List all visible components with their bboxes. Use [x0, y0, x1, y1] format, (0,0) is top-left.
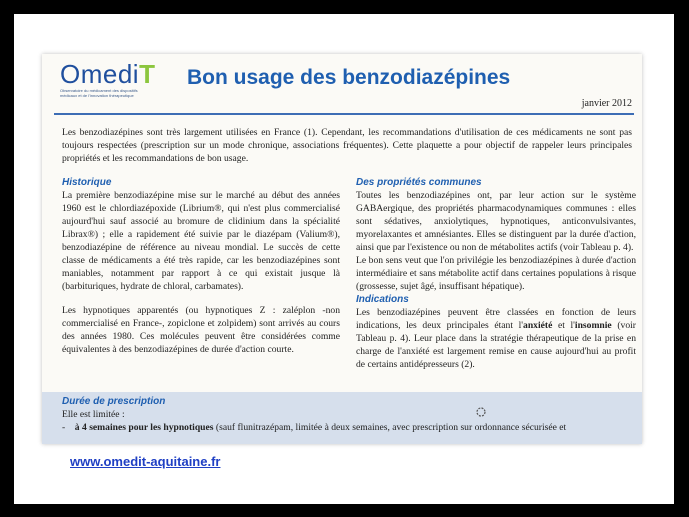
duree-section [42, 392, 642, 444]
document-date: janvier 2012 [581, 98, 632, 109]
document-title: Bon usage des benzodiazépines [187, 66, 511, 89]
omedit-logo [60, 60, 160, 100]
proprietes-heading: Des propriétés communes [356, 177, 482, 188]
logo-subtitle: Observatoire du médicament des dispositifs médicaux et de l'innovation thérapeutique [60, 88, 138, 98]
duree-heading: Durée de prescription [62, 396, 166, 407]
logo-text-main: Omedi [60, 59, 140, 89]
document-page [42, 54, 642, 444]
right-column [356, 176, 636, 371]
duree-bullet [62, 421, 632, 434]
proprietes-paragraph-1: Toutes les benzodiazépines ont, par leur action sur le système GABAergique, des propriétés pharmacodynamiques communes : elles sont sédatives, anxiolytiques, hypnotiques, anticonvulsivantes, myorelaxantes et amnésiantes. Elles se distinguent par la durée d'action, ainsi que par l'existence ou non de métabolites actifs (voir Tableau p. 4). [356, 190, 636, 253]
historique-heading: Historique [62, 177, 112, 188]
busy-cursor-icon [476, 407, 486, 417]
logo-text-accent: T [139, 59, 156, 89]
proprietes-paragraph-2: Le bon sens veut que l'on privilégie les benzodiazépines à durée d'action intermédiaire et sans métabolite actif dans certaines populations à risque (grossesse, sujet âgé, insuffisant hépatique). [356, 255, 636, 292]
bullet-dash: - [62, 422, 66, 433]
website-link[interactable]: www.omedit-aquitaine.fr [70, 454, 221, 469]
indications-bold-anxiete: anxiété [523, 320, 553, 331]
indications-text-end: (voir Tableau p. 4). Leur place dans la stratégie thérapeutique de la prise en charge de l'anxiété est largement remise en cause aujourd'hui au profit de certains antidépresseurs (2). [356, 320, 636, 370]
intro-paragraph: Les benzodiazépines sont très largement utilisées en France (1). Cependant, les recommandations d'utilisation de ces médicaments ne sont pas toujours respectées (prescription sur un mode chronique, associations fréquentes). Cette plaquette a pour objectif de rappeler leurs principales propriétés et les recommandations de bon usage. [62, 127, 632, 164]
duree-bullet-rest: (sauf flunitrazépam, limitée à deux semaines, avec prescription sur ordonnance sécurisée et [213, 422, 567, 433]
indications-paragraph [356, 306, 636, 371]
historique-paragraph-1: La première benzodiazépine mise sur le marché au début des années 1960 est le chlordiazépoxide (Librium®, qui n'est plus commercialisé aujourd'hui sauf associé au bromure de clidinium dans la spécialité Librax®) ; elle a rapidement été suivie par le diazépam (Valium®), benzodiazépine de référence au niveau mondial. Le succès de cette classe de médicaments a été très rapide, car les benzodiazépines sont maniables, notamment par rapport à ce qui existait jusque là (barbituriques, hydrate de chloral, carbamates). [62, 190, 340, 292]
duree-bullet-bold: à 4 semaines pour les hypnotiques [74, 422, 214, 433]
indications-text-mid: et l' [552, 320, 575, 331]
historique-paragraph-2: Les hypnotiques apparentés (ou hypnotiques Z : zaléplon -non commercialisé en France-, zopiclone et zolpidem) sont arrivés au cours des années 1980. Ces molécules peuvent être considérées comme équivalentes à des benzodiazépines de durée d'action courte. [62, 305, 340, 355]
header-rule [54, 113, 634, 115]
indications-bold-insomnie: insomnie [574, 320, 612, 331]
indications-heading: Indications [356, 294, 409, 305]
left-column [62, 176, 340, 367]
indications-text-start: Les benzodiazépines peuvent être classées en fonction de leurs indications, les deux principales étant l' [356, 307, 636, 331]
logo-wordmark [60, 60, 160, 88]
duree-line-1: Elle est limitée : [62, 409, 125, 420]
duree-content [62, 396, 632, 434]
